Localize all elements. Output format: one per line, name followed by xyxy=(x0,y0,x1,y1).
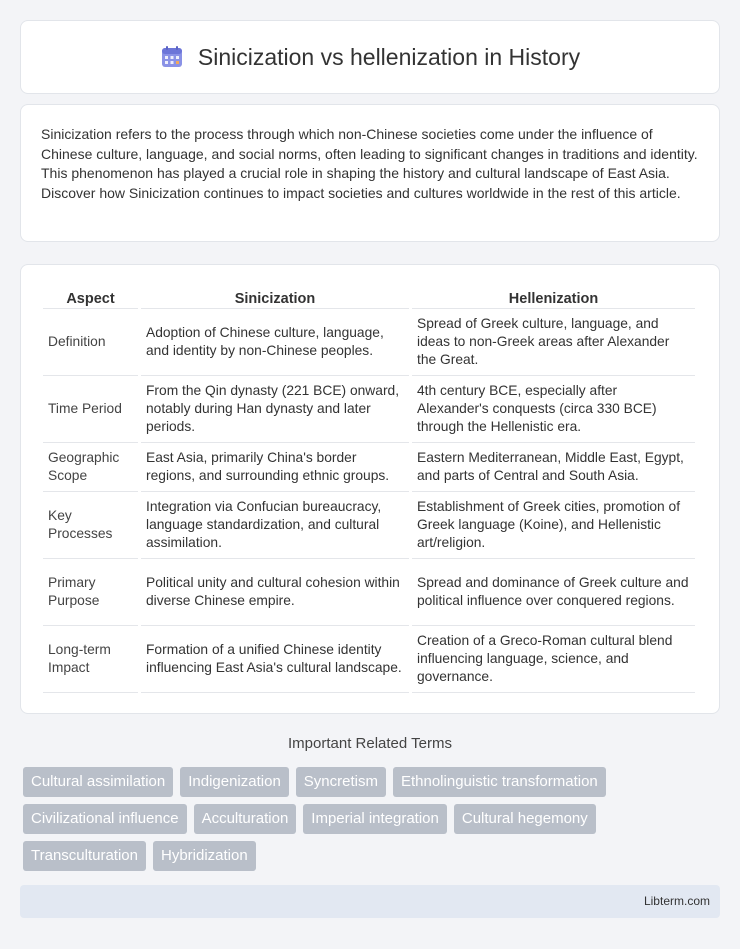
related-term-tag[interactable]: Transculturation xyxy=(23,841,146,871)
related-term-tag[interactable]: Syncretism xyxy=(296,767,386,797)
aspect-cell: Definition xyxy=(43,309,138,376)
aspect-cell: Long-term Impact xyxy=(43,626,138,693)
table-row xyxy=(43,443,695,492)
aspect-cell: Geographic Scope xyxy=(43,443,138,492)
hellenization-cell: Establishment of Greek cities, promotion of Greek language (Koine), and Hellenistic art/religion. xyxy=(412,492,695,559)
hellenization-cell: Creation of a Greco-Roman cultural blend influencing language, science, and governance. xyxy=(412,626,695,693)
header-card xyxy=(20,20,720,94)
related-term-tag[interactable]: Indigenization xyxy=(180,767,289,797)
sinicization-cell: East Asia, primarily China's border regions, and surrounding ethnic groups. xyxy=(141,443,409,492)
related-term-tag[interactable]: Civilizational influence xyxy=(23,804,187,834)
sinicization-cell: Adoption of Chinese culture, language, and identity by non-Chinese peoples. xyxy=(141,309,409,376)
table-row xyxy=(43,626,695,693)
page-title: Sinicization vs hellenization in History xyxy=(197,43,581,70)
comparison-table-card xyxy=(20,264,720,714)
header-sinicization: Sinicization xyxy=(141,285,409,309)
sinicization-cell: Political unity and cultural cohesion within diverse Chinese empire. xyxy=(141,559,409,626)
header-hellenization: Hellenization xyxy=(412,285,695,309)
related-term-tag[interactable]: Ethnolinguistic transformation xyxy=(393,767,606,797)
hellenization-cell: 4th century BCE, especially after Alexander's conquests (circa 330 BCE) through the Hellenistic era. xyxy=(412,376,695,443)
hellenization-cell: Eastern Mediterranean, Middle East, Egypt, and parts of Central and South Asia. xyxy=(412,443,695,492)
comparison-table xyxy=(40,285,698,693)
table-header-row xyxy=(43,285,695,309)
table-row xyxy=(43,376,695,443)
footer xyxy=(20,885,720,918)
table-row xyxy=(43,492,695,559)
table-row xyxy=(43,559,695,626)
hellenization-cell: Spread of Greek culture, language, and ideas to non-Greek areas after Alexander the Great. xyxy=(412,309,695,376)
related-term-tag[interactable]: Imperial integration xyxy=(303,804,447,834)
related-term-tag[interactable]: Cultural hegemony xyxy=(454,804,596,834)
related-term-tag[interactable]: Hybridization xyxy=(153,841,256,871)
sinicization-cell: From the Qin dynasty (221 BCE) onward, notably during Han dynasty and later periods. xyxy=(141,376,409,443)
footer-site-link[interactable]: Libterm.com xyxy=(643,894,710,908)
intro-card xyxy=(20,104,720,242)
aspect-cell: Time Period xyxy=(43,376,138,443)
hellenization-cell: Spread and dominance of Greek culture and political influence over conquered regions. xyxy=(412,559,695,626)
header-aspect: Aspect xyxy=(43,285,138,309)
calendar-icon xyxy=(160,45,184,69)
aspect-cell: Key Processes xyxy=(43,492,138,559)
sinicization-cell: Integration via Confucian bureaucracy, language standardization, and cultural assimilation. xyxy=(141,492,409,559)
sinicization-cell: Formation of a unified Chinese identity influencing East Asia's cultural landscape. xyxy=(141,626,409,693)
aspect-cell: Primary Purpose xyxy=(43,559,138,626)
related-term-tag[interactable]: Acculturation xyxy=(194,804,297,834)
intro-text: Sinicization refers to the process through which non-Chinese societies come under the influence of Chinese culture, language, and social norms, often leading to significant changes in traditions and identity. This phenomenon has played a crucial role in shaping the history and cultural landscape of East Asia. Discover how Sinicization continues to impact societies and cultures worldwide in the rest of this article. xyxy=(41,126,698,201)
related-terms-list xyxy=(23,767,723,871)
related-terms-title: Important Related Terms xyxy=(288,735,452,752)
table-row xyxy=(43,309,695,376)
related-term-tag[interactable]: Cultural assimilation xyxy=(23,767,173,797)
